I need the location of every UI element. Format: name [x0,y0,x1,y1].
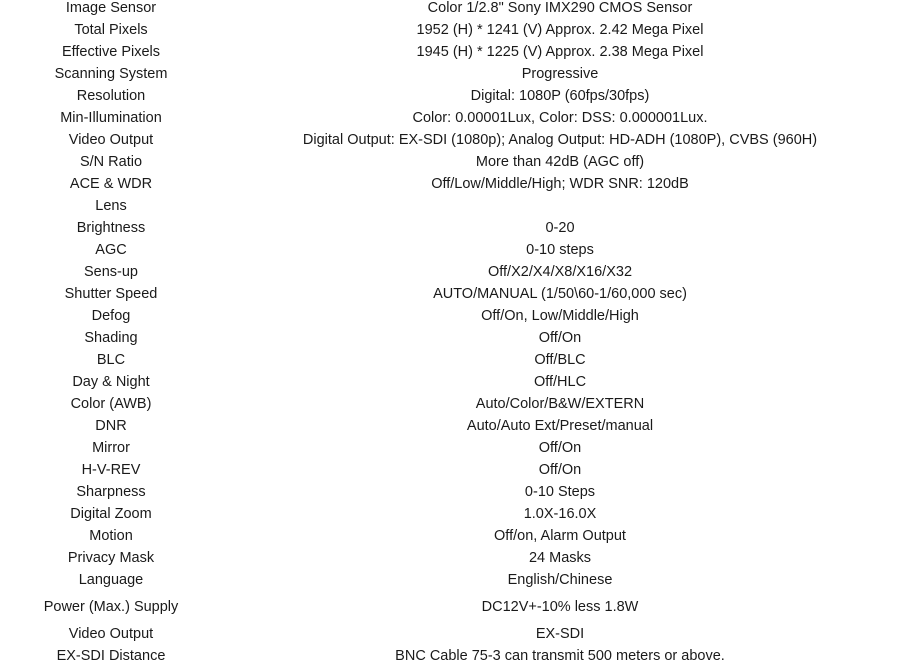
spec-value: Off/On [538,440,582,456]
spec-label: Sens-up [83,263,138,280]
spec-row-power-supply [0,591,902,623]
spec-row-brightness [0,217,902,239]
spec-value: 1952 (H) * 1241 (V) Approx. 2.42 Mega Pixel [416,22,704,38]
spec-label: Mirror [92,439,130,456]
spec-label: ACE & WDR [69,175,153,192]
spec-label: EX-SDI Distance [56,647,166,664]
spec-row-day-night [0,371,902,393]
spec-row-shutter-speed [0,283,902,305]
spec-row-ace-wdr [0,173,902,195]
spec-value: Digital: 1080P (60fps/30fps) [470,88,650,104]
spec-value: 0-10 Steps [524,484,596,500]
spec-row-video-output [0,129,902,151]
spec-value: Off/BLC [534,352,586,368]
spec-label: Video Output [68,625,154,642]
spec-value: 1.0X-16.0X [523,506,597,522]
spec-row-video-output-2 [0,623,902,645]
spec-row-sens-up [0,261,902,283]
spec-label: Min-Illumination [60,109,162,126]
spec-value: Color: 0.00001Lux, Color: DSS: 0.000001Lux. [412,110,708,126]
spec-row-privacy-mask [0,547,902,569]
spec-label: BLC [96,351,126,368]
spec-label: Total Pixels [74,21,148,38]
spec-label: Digital Zoom [70,505,152,522]
spec-value: BNC Cable 75-3 can transmit 500 meters or above. [395,648,725,664]
spec-row-h-v-rev [0,459,902,481]
spec-row-resolution [0,85,902,107]
spec-value: English/Chinese [507,572,613,588]
spec-label: Image Sensor [65,0,157,16]
spec-row-language [0,569,902,591]
spec-label: Shutter Speed [64,285,158,302]
spec-label: Resolution [76,87,146,104]
spec-row-dnr [0,415,902,437]
spec-value: Auto/Auto Ext/Preset/manual [466,418,654,434]
spec-value: 0-10 steps [526,242,594,258]
spec-row-effective-pixels [0,41,902,63]
spec-row-motion [0,525,902,547]
spec-row-lens [0,195,902,217]
spec-value: Off/On [538,462,582,478]
spec-row-scanning-system [0,63,902,85]
spec-value: Auto/Color/B&W/EXTERN [475,396,645,412]
spec-row-digital-zoom [0,503,902,525]
spec-label: Defog [91,307,131,324]
spec-value: 0-20 [545,220,575,236]
spec-row-image-sensor [0,0,902,19]
spec-label: Motion [89,527,133,544]
spec-value: Off/on, Alarm Output [494,528,626,544]
spec-value: Digital Output: EX-SDI (1080p); Analog Output: HD-ADH (1080P), CVBS (960H) [302,132,818,148]
spec-row-min-illumination [0,107,902,129]
spec-label: Power (Max.) Supply [43,598,179,615]
spec-row-color-awb [0,393,902,415]
spec-value: Color 1/2.8" Sony IMX290 CMOS Sensor [427,0,693,16]
spec-value: DC12V+-10% less 1.8W [481,599,639,615]
spec-label: Effective Pixels [61,43,161,60]
spec-value: Off/X2/X4/X8/X16/X32 [487,264,633,280]
spec-label: Color (AWB) [70,395,152,412]
spec-value: 24 Masks [528,550,592,566]
spec-value: EX-SDI [535,626,585,642]
spec-label: Shading [84,329,138,346]
spec-value: Off/On, Low/Middle/High [481,308,639,324]
spec-label: Privacy Mask [67,549,155,566]
spec-value: 1945 (H) * 1225 (V) Approx. 2.38 Mega Pixel [416,44,704,60]
spec-row-blc [0,349,902,371]
spec-label: S/N Ratio [79,153,143,170]
spec-label: Lens [95,197,127,214]
spec-label: AGC [95,241,127,258]
spec-value: Off/HLC [533,374,587,390]
spec-value: More than 42dB (AGC off) [475,154,645,170]
spec-value: Progressive [521,66,599,82]
spec-row-agc [0,239,902,261]
spec-label: Language [78,571,144,588]
spec-label: Brightness [76,219,146,236]
spec-row-total-pixels [0,19,902,41]
spec-label: Scanning System [54,65,168,82]
spec-value: Off/On [538,330,582,346]
spec-label: Sharpness [76,483,146,500]
spec-label: DNR [95,417,127,434]
spec-label: H-V-REV [81,461,141,478]
spec-row-sn-ratio [0,151,902,173]
spec-row-sharpness [0,481,902,503]
spec-value: AUTO/MANUAL (1/50\60-1/60,000 sec) [433,286,687,302]
spec-row-ex-sdi-distance [0,645,902,667]
spec-label: Day & Night [72,373,150,390]
spec-value: Off/Low/Middle/High; WDR SNR: 120dB [431,176,689,192]
spec-row-defog [0,305,902,327]
spec-row-mirror [0,437,902,459]
spec-label: Video Output [68,131,154,148]
spec-row-shading [0,327,902,349]
